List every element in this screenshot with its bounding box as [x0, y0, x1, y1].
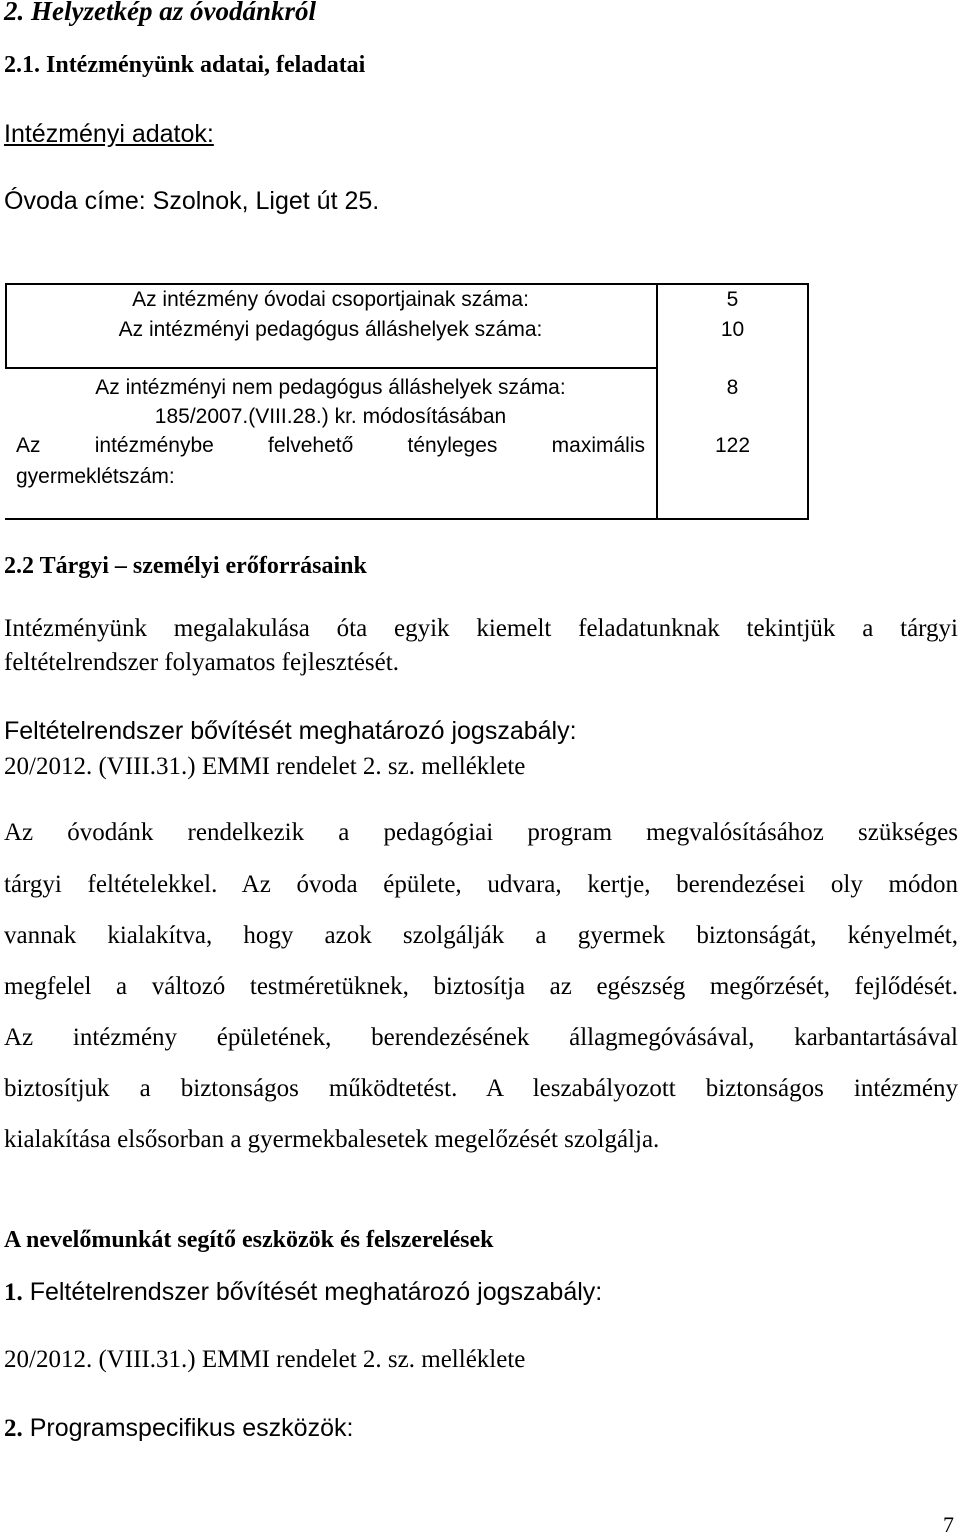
table-row-1-label: Az intézmény óvodai csoportjainak száma: [132, 288, 529, 311]
paragraph-1-line-2: feltételrendszer folyamatos fejlesztését. [4, 649, 399, 676]
table-row-2-label: Az intézményi pedagógus álláshelyek száma: [118, 318, 543, 341]
body-line-2: tárgyi feltételekkel. Az óvoda épülete, udvara, kertje, berendezései oly módon [4, 871, 958, 898]
tools-item-2-number: 2. [4, 1415, 23, 1442]
table-row-1-value: 5 [726, 288, 739, 311]
body-line-7: kialakítása elsősorban a gyermekbalesetek megelőzését szolgálja. [4, 1126, 660, 1153]
table-row-2-value: 10 [720, 318, 745, 341]
tools-item-1-number: 1. [4, 1279, 23, 1306]
body-line-1: Az óvodánk rendelkezik a pedagógiai program megvalósításához szükséges [4, 819, 958, 846]
tools-item-2-text: Programspecifikus eszközök: [22, 1414, 354, 1442]
table-row-3-label-line1: Az intézményi nem pedagógus álláshelyek száma: [95, 376, 566, 399]
table-row-3-value: 8 [726, 376, 739, 399]
body-line-6: biztosítjuk a biztonságos működtetést. A leszabályozott biztonságos intézmény [4, 1075, 958, 1102]
data-label: Intézményi adatok: [4, 120, 214, 148]
table-border-right [807, 283, 809, 520]
body-line-5: Az intézmény épületének, berendezésének állagmegóvásával, karbantartásával [4, 1024, 958, 1051]
tools-item-1-reference: 20/2012. (VIII.31.) EMMI rendelet 2. sz. melléklete [4, 1346, 526, 1373]
data-table [5, 283, 809, 520]
paragraph-1-line-1: Intézményünk megalakulása óta egyik kiemelt feladatunknak tekintjük a tárgyi [4, 615, 958, 642]
table-row-4-value: 122 [714, 434, 751, 457]
page-number: 7 [943, 1512, 954, 1537]
table-row-3-label-line2: 185/2007.(VIII.28.) kr. módosításában [154, 405, 507, 428]
table-border-bottom [5, 518, 809, 520]
law-label: Feltételrendszer bővítését meghatározó jogszabály: [4, 717, 577, 745]
address-line: Óvoda címe: Szolnok, Liget út 25. [4, 187, 380, 215]
tools-item-1 [4, 1278, 602, 1307]
table-row-4-label-line1: Az intézménybe felvehető tényleges maximális [16, 434, 645, 457]
tools-item-1-text: Feltételrendszer bővítését meghatározó jogszabály: [22, 1278, 603, 1306]
table-row-4-label-line2: gyermeklétszám: [16, 465, 175, 488]
body-line-4: megfelel a változó testméretüknek, biztosítja az egészség megőrzését, fejlődését. [4, 973, 958, 1000]
table-row-divider [5, 367, 658, 369]
page-heading: 2. Helyzetkép az óvodánkról [4, 0, 316, 26]
tools-item-2 [4, 1414, 353, 1443]
section-heading: 2.1. Intézményünk adatai, feladatai [4, 52, 366, 78]
body-line-3: vannak kialakítva, hogy azok szolgálják a gyermek biztonságát, kényelmét, [4, 922, 958, 949]
section-2-2-heading: 2.2 Tárgyi – személyi erőforrásaink [4, 553, 367, 579]
law-reference: 20/2012. (VIII.31.) EMMI rendelet 2. sz. melléklete [4, 753, 526, 780]
table-border-top [5, 283, 809, 285]
tools-heading: A nevelőmunkát segítő eszközök és felszerelések [4, 1227, 494, 1253]
